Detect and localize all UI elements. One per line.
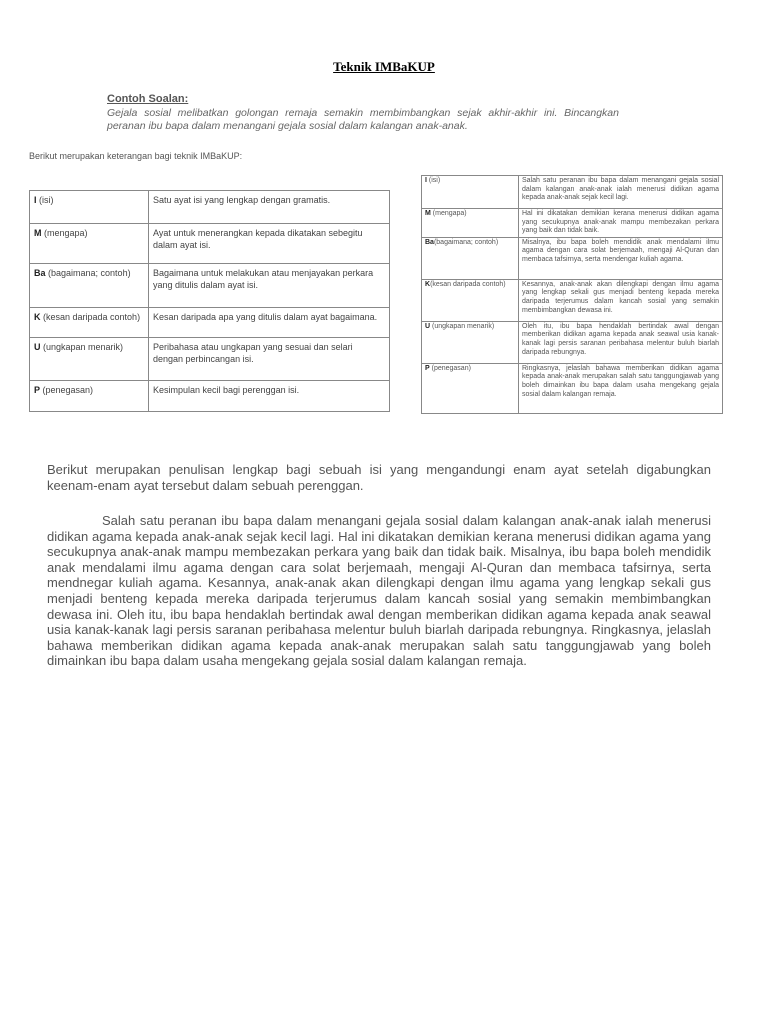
row-description: Misalnya, ibu bapa boleh mendidik anak mendalami ilmu agama dengan cara solat berjemaah, mengaji Al-Quran dan membaca tafsirnya, serta mendengar kuliah agama. <box>519 237 723 279</box>
row-key <box>422 237 519 279</box>
question-heading: Contoh Soalan: <box>107 93 189 105</box>
table-row <box>422 363 723 413</box>
full-paragraph-intro: Berikut merupakan penulisan lengkap bagi sebuah isi yang mengandungi enam ayat setelah digabungkan keenam-enam ayat tersebut dalam sebuah perenggan. <box>47 462 711 493</box>
row-description: Kesannya, anak-anak akan dilengkapi dengan ilmu agama yang lengkap sekali gus menjadi benteng kepada mereka daripada terjerumus dalam kancah sosial yang semakin membimbangkan dewasa ini. <box>519 279 723 321</box>
row-description: Bagaimana untuk melakukan atau menjayakan perkara yang ditulis dalam ayat isi. <box>149 264 390 308</box>
row-label: (kesan daripada contoh) <box>430 280 506 288</box>
row-label: (penegasan) <box>429 364 471 372</box>
table-row <box>30 338 390 381</box>
row-description: Peribahasa atau ungkapan yang sesuai dan selari dengan perbincangan isi. <box>149 338 390 381</box>
row-code: I <box>425 177 427 184</box>
row-key <box>422 209 519 238</box>
table-row <box>30 381 390 412</box>
row-code: M <box>34 228 42 238</box>
question-text: Gejala sosial melibatkan golongan remaja semakin membimbangkan sejak akhir-akhir ini. Bincangkan peranan ibu bapa dalam menangani gejala sosial dalam kalangan anak-anak. <box>107 107 619 132</box>
full-paragraph: Salah satu peranan ibu bapa dalam menangani gejala sosial dalam kalangan anak-anak ialah menerusi didikan agama kepada anak-anak sejak kecil lagi. Hal ini dikatakan demikian kerana menerusi didikan agama yang secukupnya anak-anak mampu membezakan perkara yang baik dan tidak baik. Misalnya, ibu bapa boleh mendidik anak mendalami ilmu agama dengan cara solat berjemaah, mengaji Al-Quran dan membaca tafsirnya, serta mendnegar kuliah agama. Kesannya, anak-anak akan dilengkapi dengan ilmu agama yang lengkap sekali gus menjadi benteng kepada mereka daripada terjerumus dalam kancah sosial yang semakin membimbangkan dewasa ini. Oleh itu, ibu bapa hendaklah bertindak awal dengan memberikan didikan agama kepada anak seawal usia kanak-kanak lagi persis saranan peribahasa melentur buluh biarlah daripada rebungnya. Ringkasnya, jelaslah bahawa memberikan didikan agama kepada anak-anak merupakan salah satu tanggungjawab yang boleh dimainkan ibu bapa dalam usaha mengekang gejala sosial dalam kalangan remaja. <box>47 513 711 669</box>
table-row <box>422 237 723 279</box>
row-label: (penegasan) <box>40 385 94 395</box>
row-key <box>30 338 149 381</box>
row-code: M <box>425 210 431 217</box>
row-code: P <box>425 364 430 372</box>
row-description: Ayat untuk menerangkan kepada dikatakan sebegitu dalam ayat isi. <box>149 224 390 264</box>
row-key <box>422 321 519 363</box>
row-code: Ba <box>425 238 434 246</box>
row-key <box>422 176 519 209</box>
row-code: P <box>34 385 41 395</box>
table-row <box>422 321 723 363</box>
row-description: Kesan daripada apa yang ditulis dalam ayat bagaimana. <box>149 308 390 338</box>
table-row <box>30 308 390 338</box>
row-code: U <box>34 342 41 352</box>
row-code: U <box>425 322 431 330</box>
table-row <box>30 191 390 224</box>
row-label: (mengapa) <box>430 210 467 217</box>
row-description: Oleh itu, ibu bapa hendaklah bertindak awal dengan memberikan didikan agama kepada anak seawal usia kanak-kanak lagi persis saranan peribahasa melentur buluh biarlah daripada rebungnya. <box>519 321 723 363</box>
row-label: (bagaimana; contoh) <box>433 238 499 246</box>
row-key <box>30 264 149 308</box>
row-key <box>30 308 149 338</box>
row-description: Ringkasnya, jelaslah bahawa memberikan didikan agama kepada anak-anak merupakan salah satu tanggungjawab yang boleh dimainkan ibu bapa dalam usaha mengekang gejala sosial dalam kalangan remaja. <box>519 363 723 413</box>
technique-intro: Berikut merupakan keterangan bagi teknik IMBaKUP: <box>29 151 243 161</box>
table-row <box>30 224 390 264</box>
row-label: (ungkapan menarik) <box>40 342 124 352</box>
row-description: Satu ayat isi yang lengkap dengan gramatis. <box>149 191 390 224</box>
row-key <box>30 224 149 264</box>
row-code: I <box>34 195 37 205</box>
row-code: K <box>425 280 431 288</box>
row-label: (kesan daripada contoh) <box>40 312 141 322</box>
row-key <box>30 191 149 224</box>
table-row <box>422 279 723 321</box>
row-key <box>30 381 149 412</box>
row-code: Ba <box>34 268 46 278</box>
technique-table <box>29 190 390 412</box>
row-label: (ungkapan menarik) <box>430 322 495 330</box>
row-description: Salah satu peranan ibu bapa dalam menangani gejala sosial dalam kalangan anak-anak ialah menerusi didikan agama kepada anak-anak sejak kecil lagi. <box>519 176 723 209</box>
row-key <box>422 279 519 321</box>
table-row <box>422 176 723 209</box>
row-label: (bagaimana; contoh) <box>45 268 131 278</box>
row-description: Hal ini dikatakan demikian kerana menerusi didikan agama yang secukupnya anak-anak mampu membezakan perkara yang baik dan tidak baik. <box>519 209 723 238</box>
row-label: (isi) <box>36 195 54 205</box>
table-row <box>30 264 390 308</box>
example-table <box>421 175 723 414</box>
row-label: (mengapa) <box>41 228 88 238</box>
table-row <box>422 209 723 238</box>
row-code: K <box>34 312 41 322</box>
row-description: Kesimpulan kecil bagi perenggan isi. <box>149 381 390 412</box>
row-label: (isi) <box>426 177 441 184</box>
row-key <box>422 363 519 413</box>
page-title: Teknik IMBaKUP <box>333 59 435 74</box>
